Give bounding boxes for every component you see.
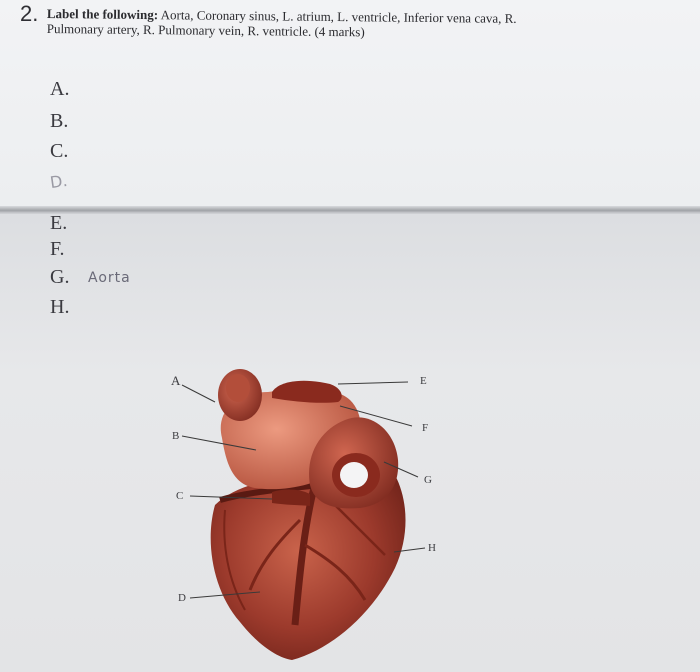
diagram-label-f: F: [422, 422, 429, 434]
answer-letter-c: C.: [50, 140, 69, 162]
vessel-a-inner: [226, 374, 250, 402]
diagram-label-h: H: [428, 542, 436, 554]
diagram-label-g: G: [424, 474, 432, 486]
superior-vessel: [272, 381, 342, 403]
diagram-label-c: C: [176, 490, 184, 502]
vessel-c: [272, 490, 310, 506]
diagram-label-b: B: [172, 430, 180, 442]
answer-letter-b: B.: [50, 110, 69, 132]
question-bold-lead: Label the following:: [46, 6, 159, 23]
diagram-label-d: D: [178, 592, 186, 604]
vessel-g-lumen: [340, 462, 368, 488]
answer-letter-f: F.: [50, 238, 65, 260]
answer-letter-a: A.: [50, 78, 70, 100]
answer-letter-g: G.: [50, 266, 70, 288]
diagram-label-e: E: [420, 375, 427, 387]
diagram-label-a: A: [171, 373, 181, 388]
answer-letter-e: E.: [50, 212, 68, 234]
pointer-e: [338, 382, 408, 384]
question-number: 2.: [20, 1, 39, 26]
pointer-a: [182, 385, 215, 402]
answer-g-handwritten: Aorta: [88, 270, 131, 286]
question-body: Aorta, Coronary sinus, L. atrium, L. ventricle, Inferior vena cava, R. Pulmonary artery, R. Pulmonary vein, R. ventricle. (4 marks): [46, 7, 517, 40]
answer-letter-h: H.: [50, 296, 70, 318]
answer-letter-d-handwritten: D.: [48, 170, 69, 193]
